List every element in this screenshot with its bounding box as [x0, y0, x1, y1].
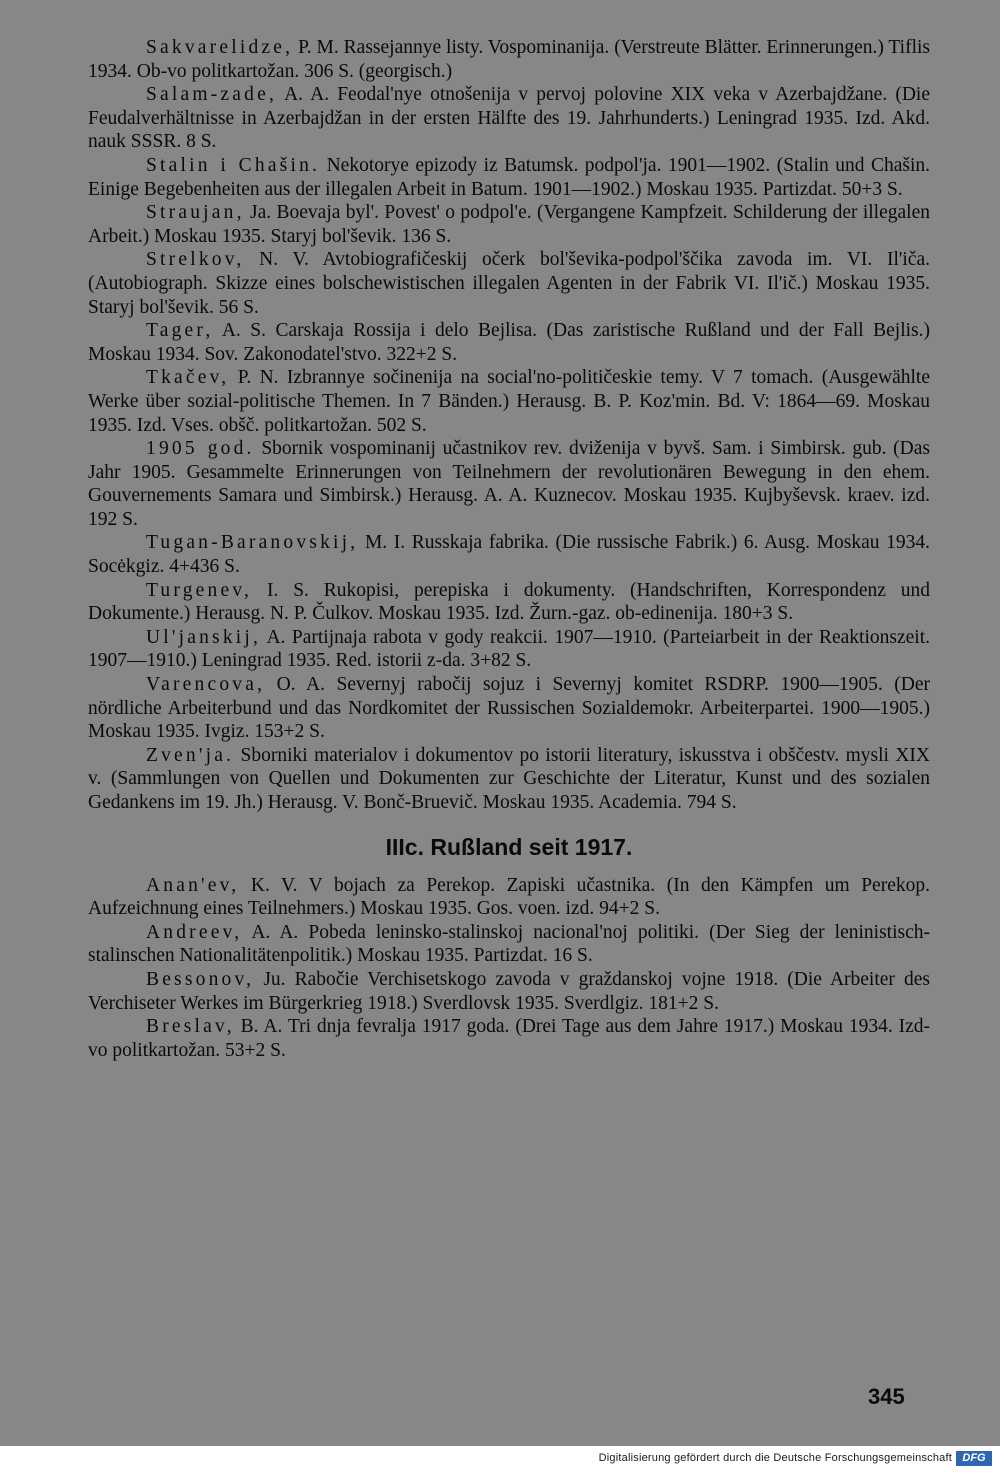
entry-text: A. Partijnaja rabota v gody reakcii. 1907—1910. (Parteiarbeit in der Reaktionszeit. 1907—1910.) Leningrad 1935. Red. istorii z-da. 3+82 S.: [88, 626, 930, 672]
bibliography-entry: [88, 319, 930, 366]
bibliography-entry: [88, 874, 930, 921]
entry-text: B. A. Tri dnja fevralja 1917 goda. (Drei Tage aus dem Jahre 1917.) Moskau 1934. Izd-vo politkartožan. 53+2 S.: [88, 1016, 930, 1061]
bibliography-entry: [88, 36, 930, 83]
bibliography-entry: [88, 1015, 930, 1062]
entry-text: Ju. Rabočie Verchisetskogo zavoda v graždanskoj vojne 1918. (Die Arbeiter des Verchiseter Werkes im Bürgerkrieg 1918.) Sverdlovsk 1935. Sverdlgiz. 181+2 S.: [88, 968, 930, 1014]
page-number: 345: [868, 1384, 905, 1409]
entry-author: Tkačev,: [146, 367, 230, 389]
entry-author: Sakvarelidze,: [146, 37, 294, 58]
entry-author: Bessonov,: [146, 968, 255, 990]
entry-text: P. M. Rassejannye listy. Vospominanija. (Verstreute Blätter. Erinnerungen.) Tiflis 1934. Ob-vo politkartožan. 306 S. (georgisch.): [88, 37, 930, 82]
entry-text: Sborniki materialov i dokumentov po istorii literatury, iskusstva i obščestv. mysli XIX v. (Sammlungen von Quellen und Dokumenten zur Geschichte der Literatur, Kunst und des sozialen Gedankens im 19. Jh.) Herausg. V. Bonč-Bruevič. Moskau 1935. Academia. 794 S.: [88, 744, 930, 813]
bibliography-entry: [88, 579, 930, 626]
entry-text: Sbornik vospominanij učastnikov rev. dviženija v byvš. Sam. i Simbirsk. gub. (Das Jahr 1905. Gesammelte Erinnerungen von Teilnehmern der revolutionären Bewegung in den ehem. Gouvernements Samara und Simbirsk.) Herausg. A. A. Kuznecov. Moskau 1935. Kujbyševsk. kraev. izd. 192 S.: [88, 438, 930, 530]
bibliography-list-upper: [88, 36, 930, 815]
entry-author: Breslav,: [146, 1016, 235, 1038]
bibliography-entry: [88, 531, 930, 578]
entry-author: Andreev,: [146, 921, 243, 943]
section-heading: IIIc. Rußland seit 1917.: [385, 833, 633, 860]
bibliography-entry: [88, 921, 930, 968]
entry-text: Ja. Boevaja byl'. Povest' o podpol'e. (Vergangene Kampfzeit. Schilderung der illegalen Arbeit.) Moskau 1935. Staryj bol'ševik. 136 S.: [88, 202, 930, 247]
entry-author: 1905 god.: [146, 438, 255, 460]
entry-text: K. V. V bojach za Perekop. Zapiski učastnika. (In den Kämpfen um Perekop. Aufzeichnung eines Teilnehmers.) Moskau 1935. Gos. voen. izd. 94+2 S.: [88, 874, 930, 920]
bibliography-entry: [88, 968, 930, 1015]
dfg-logo: DFG: [956, 1451, 992, 1466]
entry-text: N. V. Avtobiografičeskij očerk bol'ševika-podpol'ščika zavoda im. VI. Il'iča. (Autobiograph. Skizze eines bolschewistischen illegalen Agenten in der Fabrik VI. Il'ič.) Moskau 1935. Staryj bol'ševik. 56 S.: [88, 249, 930, 318]
entry-author: Anan'ev,: [146, 874, 240, 896]
entry-author: Tager,: [146, 320, 214, 342]
digitization-footer: [0, 1446, 1000, 1473]
entry-author: Zven'ja.: [146, 744, 235, 766]
funding-notice: Digitalisierung gefördert durch die Deutsche Forschungsgemeinschaft: [598, 1452, 952, 1464]
bibliography-entry: [88, 366, 930, 437]
entry-text: M. I. Russkaja fabrika. (Die russische Fabrik.) 6. Ausg. Moskau 1934. Socėkgiz. 4+436 S.: [88, 532, 930, 578]
bibliography-entry: [88, 248, 930, 319]
entry-author: Strelkov,: [146, 249, 245, 271]
bibliography-entry: [88, 626, 930, 673]
entry-author: Salam-zade,: [146, 84, 278, 106]
bibliography-entry: [88, 154, 930, 201]
bibliography-entry: [88, 744, 930, 815]
entry-author: Stalin i Chašin.: [146, 154, 321, 176]
entry-text: O. A. Severnyj rabočij sojuz i Severnyj komitet RSDRP. 1900—1905. (Der nördliche Arbeiterbund und das Nordkomitet der Russischen Sozialdemokr. Arbeiterpartei. 1900—1905.) Moskau 1935. Ivgiz. 153+2 S.: [88, 674, 930, 743]
entry-author: Straujan,: [146, 202, 245, 224]
entry-author: Varencova,: [146, 674, 266, 696]
entry-text: A. S. Carskaja Rossija i delo Bejlisa. (Das zaristische Rußland und der Fall Bejlis.) Moskau 1934. Sov. Zakonodatel'stvo. 322+2 S.: [88, 320, 930, 365]
bibliography-entry: [88, 437, 930, 531]
entry-text: A. A. Feodal'nye otnošenija v pervoj polovine XIX veka v Azerbajdžane. (Die Feudalverhältnisse in Azerbajdžan in der ersten Hälfte des 19. Jahrhunderts.) Leningrad 1935. Izd. Akd. nauk SSSR. 8 S.: [88, 84, 930, 153]
entry-text: Nekotorye epizody iz Batumsk. podpol'ja. 1901—1902. (Stalin und Chašin. Einige Begebenheiten aus der illegalen Arbeit in Batum. 1901—1902.) Moskau 1935. Partizdat. 50+3 S.: [88, 154, 931, 200]
bibliography-list-lower: [88, 874, 930, 1063]
entry-text: A. A. Pobeda leninsko-stalinskoj nacional'noj politiki. (Der Sieg der leninistisch-stalinschen Nationalitätenpolitik.) Moskau 1935. Partizdat. 16 S.: [88, 921, 930, 967]
bibliography-column: [88, 36, 930, 1062]
entry-author: Ul'janskij,: [146, 626, 262, 648]
bibliography-entry: [88, 201, 930, 248]
entry-author: Turgenev,: [146, 579, 253, 601]
entry-text: I. S. Rukopisi, perepiska i dokumenty. (Handschriften, Korrespondenz und Dokumente.) Herausg. N. P. Čulkov. Moskau 1935. Izd. Žurn.-gaz. ob-edinenija. 180+3 S.: [88, 579, 930, 625]
entry-author: Tugan-Baranovskij,: [146, 532, 359, 554]
entry-text: P. N. Izbrannye sočinenija na social'no-političeskie temy. V 7 tomach. (Ausgewählte Werke über sozial-politische Themen. In 7 Bänden.) Herausg. B. P. Koz'min. Bd. V: 1864—69. Moskau 1935. Izd. Vses. obšč. politkartožan. 502 S.: [88, 367, 930, 436]
bibliography-entry: [88, 83, 930, 154]
bibliography-entry: [88, 673, 930, 744]
